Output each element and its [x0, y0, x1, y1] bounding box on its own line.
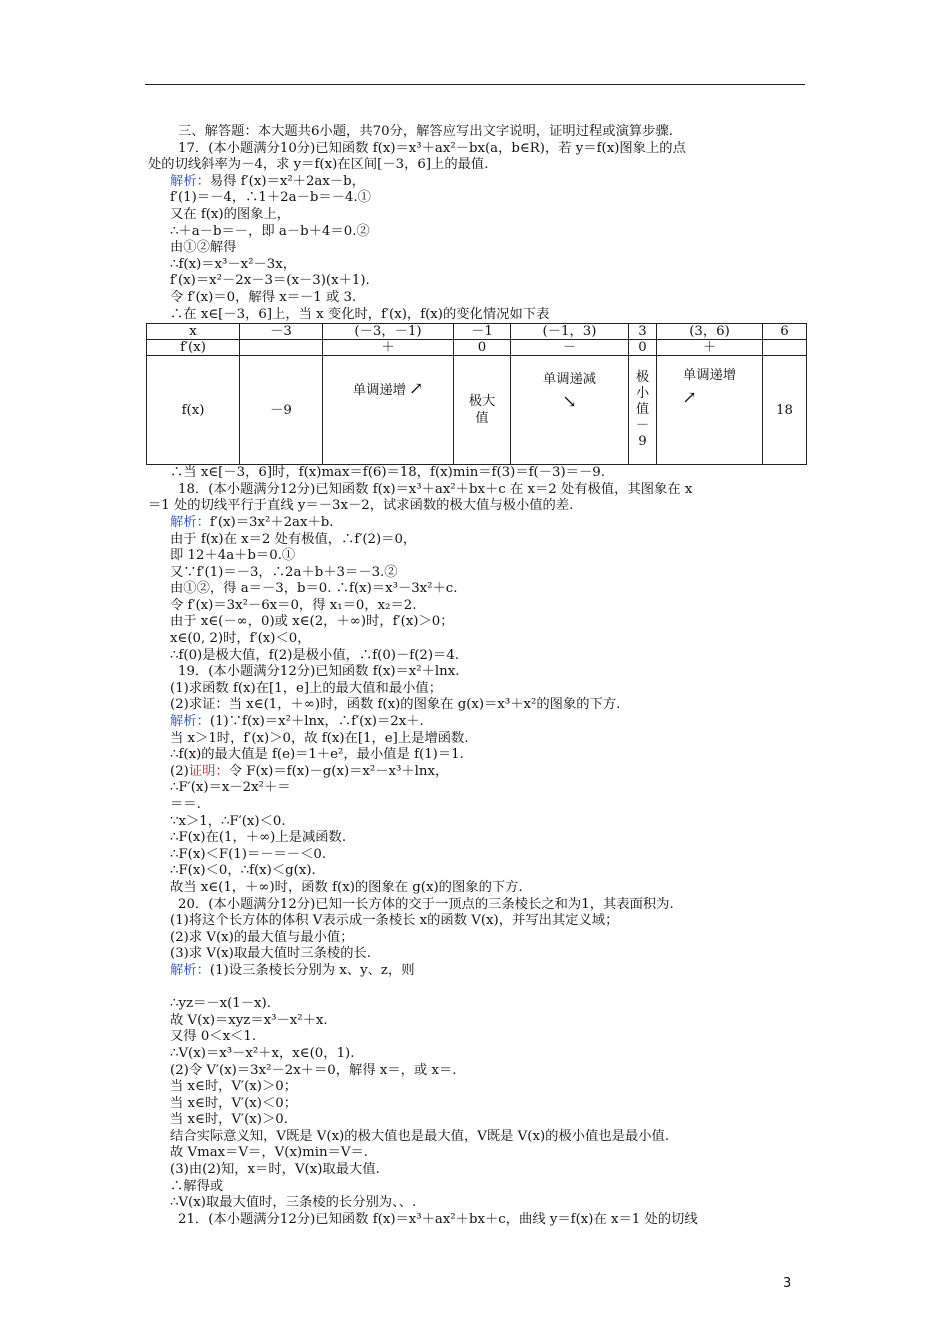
line-text: (3)求 V(x)取最大值时三条棱的长.	[170, 946, 372, 962]
solution-label: 解析：	[170, 962, 210, 978]
text-line	[170, 747, 810, 764]
line-text: f′(x)＝3x²＋2ax＋b.	[209, 514, 334, 530]
header-rule	[145, 84, 805, 85]
text-line	[170, 124, 810, 141]
table-cell: 3	[629, 324, 657, 340]
table-cell: －1	[454, 324, 511, 340]
line-text: (3)由(2)知，x＝时，V(x)取最大值.	[170, 1162, 380, 1178]
arrow-up-right-icon: ↗	[682, 388, 697, 409]
line-text: ∵x＞1，∴F′(x)＜0.	[170, 813, 286, 829]
text-line	[170, 1212, 810, 1229]
table-cell	[240, 340, 323, 356]
cell-text: 极	[635, 370, 650, 386]
text-line	[148, 157, 810, 174]
table-cell: 6	[763, 324, 807, 340]
text-line	[170, 190, 810, 207]
line-text: 令 f′(x)＝0，解得 x＝－1 或 3.	[170, 289, 357, 305]
text-line	[170, 240, 810, 257]
text-line	[170, 797, 810, 814]
text-line	[170, 963, 810, 980]
line-text: 三、解答题：本大题共6小题，共70分，解答应写出文字说明，证明过程或演算步骤.	[178, 124, 673, 139]
solution-label: 解析：	[170, 173, 210, 189]
line-text: 由①②解得	[170, 240, 237, 256]
text-line	[170, 780, 810, 797]
text-line	[170, 1129, 810, 1146]
text-line	[170, 930, 810, 947]
table-cell: ＋	[323, 340, 454, 356]
table-cell: －9	[240, 356, 323, 465]
line-text: ∴V(x)取最大值时，三条棱的长分别为、、.	[170, 1195, 417, 1211]
line-text: 结合实际意义知，V既是 V(x)的极大值也是最大值，V既是 V(x)的极小值也是最小值.	[170, 1128, 670, 1144]
text-line	[170, 697, 810, 714]
text-line	[170, 1079, 810, 1096]
table-row-x	[147, 324, 807, 340]
cell-text: 9	[638, 434, 647, 450]
cell-text: 小	[635, 386, 650, 402]
line-text: ∴f(x)的最大值是 f(e)＝1＋e²，最小值是 f(1)＝1.	[170, 747, 464, 763]
line-text: 由于 f(x)在 x＝2 处有极值，∴f′(2)＝0，	[170, 531, 417, 547]
text-line	[170, 631, 810, 648]
line-text: 故 Vmax＝V＝，V(x)min＝V＝.	[170, 1145, 368, 1161]
line-text: 故 V(x)＝xyz＝x³－x²＋x.	[170, 1012, 328, 1028]
text-line	[170, 830, 810, 847]
cell-text: 值	[635, 402, 650, 418]
line-text: ∴V(x)＝x³－x²＋x，x∈(0，1).	[170, 1045, 355, 1061]
text-line	[170, 1195, 810, 1212]
line-text: f′(1)＝－4，∴1＋2a－b＝－4.①	[170, 190, 371, 206]
text-line	[148, 498, 810, 515]
text-line	[170, 532, 810, 549]
item-prefix: (2)	[170, 763, 189, 779]
line-text: ∴＋a－b＝－，即 a－b＋4＝0.②	[170, 223, 370, 239]
text-line	[170, 1063, 810, 1080]
solution-label: 解析：	[170, 714, 210, 730]
table-cell: f(x)	[147, 356, 240, 465]
text-line	[170, 897, 810, 914]
text-line	[170, 946, 810, 963]
line-text: 当 x∈时，V′(x)＞0；	[170, 1079, 298, 1095]
text-line	[170, 880, 810, 897]
text-line	[170, 581, 810, 598]
text-line	[170, 1029, 810, 1046]
line-text: 17．(本小题满分10分)已知函数 f(x)＝x³＋ax²－bx(a，b∈R)，若 y＝f(x)图象上的点	[178, 140, 686, 156]
line-text: 易得 f′(x)＝x²＋2ax－b，	[209, 173, 365, 189]
text-line	[170, 1096, 810, 1113]
text-line	[170, 1162, 810, 1179]
table-cell: (－3，－1)	[323, 324, 454, 340]
line-text: 令 F(x)＝f(x)－g(x)＝x²－x³＋lnx，	[228, 763, 449, 779]
table-cell: (－1，3)	[511, 324, 629, 340]
document-body	[148, 124, 810, 1228]
table-cell-decreasing	[511, 356, 629, 465]
text-line	[170, 1013, 810, 1030]
problems-18-21-text	[148, 465, 810, 1228]
text-line	[170, 1046, 810, 1063]
text-line	[170, 664, 810, 681]
table-cell-increasing	[323, 356, 454, 465]
line-text: 令 f′(x)＝3x²－6x＝0，得 x₁＝0，x₂＝2.	[170, 597, 417, 613]
line-text: 由①②，得 a＝－3，b＝0. ∴f(x)＝x³－3x²＋c.	[170, 581, 458, 597]
text-line	[170, 731, 810, 748]
line-text: 19．(本小题满分12分)已知函数 f(x)＝x²＋lnx.	[178, 664, 460, 680]
text-line	[170, 648, 810, 665]
line-text: ∴在 x∈[－3，6]上，当 x 变化时，f′(x)，f(x)的变化情况如下表	[170, 306, 550, 322]
line-text: (2)求 V(x)的最大值与最小值；	[170, 929, 354, 945]
line-text: 当 x＞1时，f′(x)＞0，故 f(x)在[1，e]上是增函数.	[170, 730, 469, 746]
text-line	[170, 207, 810, 224]
text-line	[170, 996, 810, 1013]
line-text: 即 12＋4a＋b＝0.①	[170, 548, 296, 564]
line-text: ∴解得或	[170, 1178, 224, 1194]
line-text: 又∵f′(1)＝－3，∴2a＋b＋3＝－3.②	[170, 564, 398, 580]
cell-text: 单调递增	[682, 368, 737, 384]
line-text: ∴yz＝－x(1－x).	[170, 996, 271, 1012]
text-line	[170, 764, 810, 781]
text-line	[170, 515, 810, 532]
line-text: (2)令 V′(x)＝3x²－2x＋＝0，解得 x＝，或 x＝.	[170, 1062, 457, 1078]
text-line	[170, 465, 810, 482]
table-cell: －	[511, 340, 629, 356]
line-text: ∴F(x)＜0，∴f(x)＜g(x).	[170, 863, 316, 879]
cell-text: －	[635, 418, 650, 434]
text-line	[170, 565, 810, 582]
line-text: ∴F(x)在(1，＋∞)上是减函数.	[170, 830, 347, 846]
text-line	[170, 863, 810, 880]
text-line	[170, 913, 810, 930]
cell-text: 单调递增	[352, 383, 406, 399]
variation-table	[146, 323, 807, 465]
line-text: (1)设三条棱长分别为 x、y、z，则	[209, 962, 415, 978]
line-text: f′(x)＝x²－2x－3＝(x－3)(x＋1).	[170, 273, 370, 289]
page-number: 3	[783, 1276, 792, 1291]
table-cell: －3	[240, 324, 323, 340]
line-text: 又在 f(x)的图象上，	[170, 206, 291, 222]
line-text: 20．(本小题满分12分)已知一长方体的交于一顶点的三条棱长之和为1，其表面积为.	[178, 896, 674, 912]
table-row-function	[147, 356, 807, 465]
text-line	[170, 814, 810, 831]
line-text: x∈(0, 2)时，f′(x)＜0，	[170, 631, 311, 647]
text-line	[170, 224, 810, 241]
solution-label: 解析：	[170, 514, 210, 530]
blank-line	[170, 980, 810, 997]
text-line	[170, 174, 810, 191]
text-line	[170, 598, 810, 615]
line-text: (1)求函数 f(x)在[1，e]上的最大值和最小值；	[170, 680, 443, 696]
text-line	[170, 141, 810, 158]
line-text: 又得 0＜x＜1.	[170, 1029, 257, 1045]
cell-text: 单调递减	[542, 372, 597, 388]
table-cell: ＋	[657, 340, 763, 356]
line-text: ∴f(0)是极大值，f(2)是极小值，∴f(0)－f(2)＝4.	[170, 647, 460, 663]
text-line	[170, 714, 810, 731]
line-text: (1)将这个长方体的体积 V表示成一条棱长 x的函数 V(x)，并写出其定义域；	[170, 913, 619, 929]
table-cell: f′(x)	[147, 340, 240, 356]
arrow-up-right-icon: ↗	[408, 379, 424, 400]
text-line	[170, 548, 810, 565]
line-text: 当 x∈时，V′(x)＞0.	[170, 1112, 288, 1128]
line-text: ＝＝.	[170, 797, 201, 812]
line-text: 18．(本小题满分12分)已知函数 f(x)＝x³＋ax²＋bx＋c 在 x＝2 处有极值，其图象在 x	[178, 481, 693, 497]
table-cell-maximum	[454, 356, 511, 465]
table-cell: 0	[629, 340, 657, 356]
line-text: ∴F(x)＜F(1)＝－＝－＜0.	[170, 846, 327, 862]
table-row-derivative	[147, 340, 807, 356]
text-line	[170, 1145, 810, 1162]
line-text: 当 x∈时，V′(x)＜0；	[170, 1095, 298, 1111]
cell-text: 值	[475, 411, 489, 427]
proof-label: 证明：	[188, 763, 229, 779]
table-cell: x	[147, 324, 240, 340]
line-text: 由于 x∈(－∞，0)或 x∈(2，＋∞)时，f′(x)＞0；	[170, 614, 454, 630]
text-line	[170, 614, 810, 631]
text-line	[170, 273, 810, 290]
text-line	[170, 290, 810, 307]
line-text: (2)求证：当 x∈(1，＋∞)时，函数 f(x)的图象在 g(x)＝x³＋x²的图象的下方.	[170, 697, 621, 713]
line-text: 处的切线斜率为－4，求 y＝f(x)在区间[－3，6]上的最值.	[148, 157, 489, 173]
text-line	[170, 1179, 810, 1196]
table-cell: 18	[763, 356, 807, 465]
table-cell	[763, 340, 807, 356]
line-text: ∴F′(x)＝x－2x²＋＝	[170, 780, 291, 796]
line-text: ∴f(x)＝x³－x²－3x，	[170, 256, 297, 272]
text-line	[170, 1112, 810, 1129]
text-line	[170, 307, 810, 324]
problem-17-text	[148, 124, 810, 323]
line-text: (1)∵f(x)＝x²＋lnx，∴f′(x)＝2x＋.	[209, 714, 424, 730]
table-cell: (3，6)	[657, 324, 763, 340]
cell-text: 极大	[468, 394, 496, 410]
line-text: 21．(本小题满分12分)已知函数 f(x)＝x³＋ax²＋bx＋c，曲线 y＝f(x)在 x＝1 处的切线	[178, 1211, 698, 1227]
line-text: ∴当 x∈[－3，6]时，f(x)max＝f(6)＝18，f(x)min＝f(3)＝f(－3)＝－9.	[170, 465, 605, 481]
text-line	[170, 482, 810, 499]
table-cell-increasing	[657, 356, 763, 465]
arrow-down-right-icon: ↘	[562, 392, 577, 413]
text-line	[170, 257, 810, 274]
table-cell-minimum	[629, 356, 657, 465]
line-text: 故当 x∈(1，＋∞)时，函数 f(x)的图象在 g(x)的图象的下方.	[170, 879, 523, 895]
text-line	[170, 681, 810, 698]
line-text: ＝1 处的切线平行于直线 y＝－3x－2，试求函数的极大值与极小值的差.	[148, 498, 574, 514]
text-line	[170, 847, 810, 864]
table-cell: 0	[454, 340, 511, 356]
